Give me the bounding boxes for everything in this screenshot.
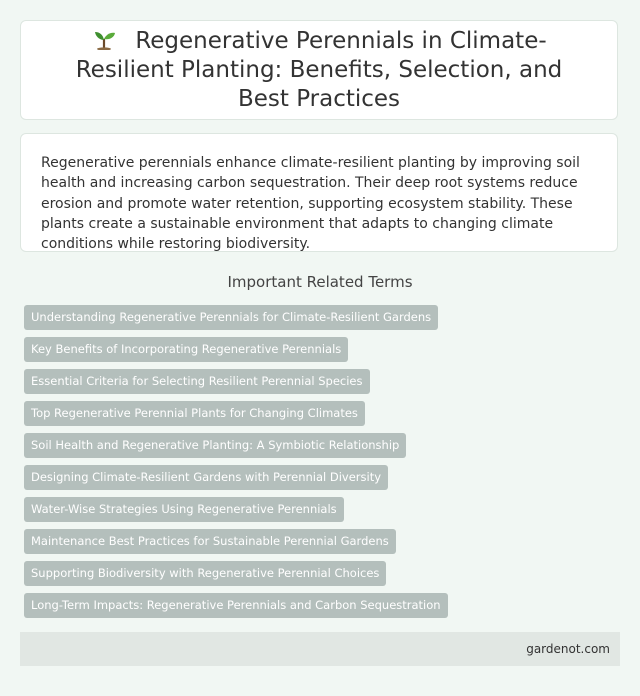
related-term-tag[interactable]: Top Regenerative Perennial Plants for Changing Climates bbox=[24, 401, 365, 426]
related-term-tag[interactable]: Key Benefits of Incorporating Regenerative Perennials bbox=[24, 337, 348, 362]
summary-card bbox=[20, 133, 618, 252]
page-title-text: Regenerative Perennials in Climate-Resilient Planting: Benefits, Selection, and Best Practices bbox=[75, 27, 563, 112]
related-term-tag[interactable]: Supporting Biodiversity with Regenerative Perennial Choices bbox=[24, 561, 386, 586]
sprout-icon bbox=[91, 28, 117, 50]
title-card bbox=[20, 20, 618, 120]
related-term-tag[interactable]: Designing Climate-Resilient Gardens with Perennial Diversity bbox=[24, 465, 388, 490]
related-term-tag[interactable]: Water-Wise Strategies Using Regenerative Perennials bbox=[24, 497, 344, 522]
related-terms-heading: Important Related Terms bbox=[227, 273, 413, 291]
footer-site-link[interactable]: gardenot.com bbox=[526, 642, 610, 656]
summary-text: Regenerative perennials enhance climate-resilient planting by improving soil health and increasing carbon sequestration. Their deep root systems reduce erosion and promote water retention, supporting ecosystem stability. These plants create a sustainable environment that adapts to changing climate conditions while restoring biodiversity. bbox=[41, 155, 580, 253]
related-term-tag[interactable]: Understanding Regenerative Perennials for Climate-Resilient Gardens bbox=[24, 305, 438, 330]
footer bbox=[20, 632, 620, 666]
related-term-tag[interactable]: Soil Health and Regenerative Planting: A Symbiotic Relationship bbox=[24, 433, 406, 458]
related-term-tag[interactable]: Long-Term Impacts: Regenerative Perennials and Carbon Sequestration bbox=[24, 593, 448, 618]
related-term-tag[interactable]: Maintenance Best Practices for Sustainable Perennial Gardens bbox=[24, 529, 396, 554]
related-terms-list bbox=[24, 305, 448, 625]
related-term-tag[interactable]: Essential Criteria for Selecting Resilient Perennial Species bbox=[24, 369, 370, 394]
page-title bbox=[59, 27, 579, 114]
